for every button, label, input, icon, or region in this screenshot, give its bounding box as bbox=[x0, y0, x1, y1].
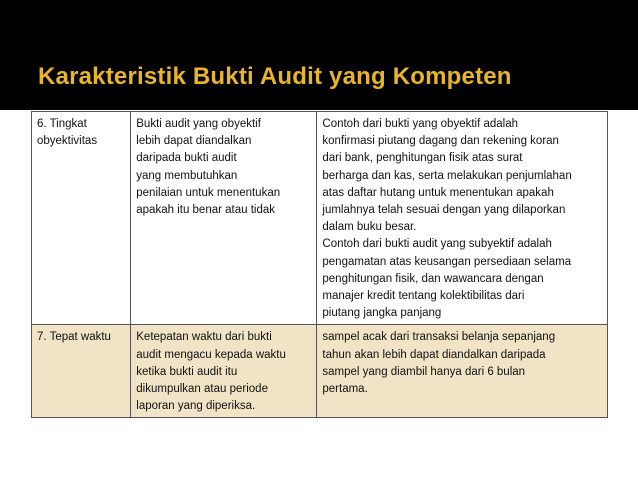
example-text: sampel acak dari transaksi belanja sepanjang tahun akan lebih dapat diandalkan daripada sampel yang diambil hanya dari 6 bulan pertama. bbox=[322, 331, 556, 396]
slide-header bbox=[0, 0, 638, 110]
criterion-text: 6. Tingkat obyektivitas bbox=[37, 118, 98, 148]
criterion-text: 7. Tepat waktu bbox=[37, 331, 111, 344]
description-cell bbox=[131, 112, 317, 325]
slide-title: Karakteristik Bukti Audit yang Kompeten bbox=[38, 63, 512, 90]
description-cell bbox=[131, 325, 317, 418]
table-row bbox=[32, 325, 608, 418]
evidence-characteristics-table bbox=[31, 111, 608, 418]
criterion-cell bbox=[32, 325, 131, 418]
example-cell bbox=[317, 325, 608, 418]
criterion-cell bbox=[32, 112, 131, 325]
table-row bbox=[32, 112, 608, 325]
example-cell bbox=[317, 112, 608, 325]
description-text: Ketepatan waktu dari bukti audit mengacu kepada waktu ketika bukti audit itu dikumpulkan atau periode laporan yang diperiksa. bbox=[136, 331, 286, 413]
description-text: Bukti audit yang obyektif lebih dapat diandalkan daripada bukti audit yang membutuhkan penilaian untuk menentukan apakah itu benar atau tidak bbox=[136, 118, 281, 217]
example-text: Contoh dari bukti yang obyektif adalah konfirmasi piutang dagang dan rekening koran dari bank, penghitungan fisik atas surat berharga dan kas, serta melakukan penjumlahan atas daftar hutang untuk menentukan apakah jumlahnya telah sesuai dengan yang dilaporkan dalam buku besar. Contoh dari bukti audit yang subyektif adalah pengamatan atas keusangan persediaan selama penghitungan fisik, dan wawancara dengan manajer kredit tentang kolektibilitas dari piutang jangka panjang bbox=[322, 118, 572, 320]
